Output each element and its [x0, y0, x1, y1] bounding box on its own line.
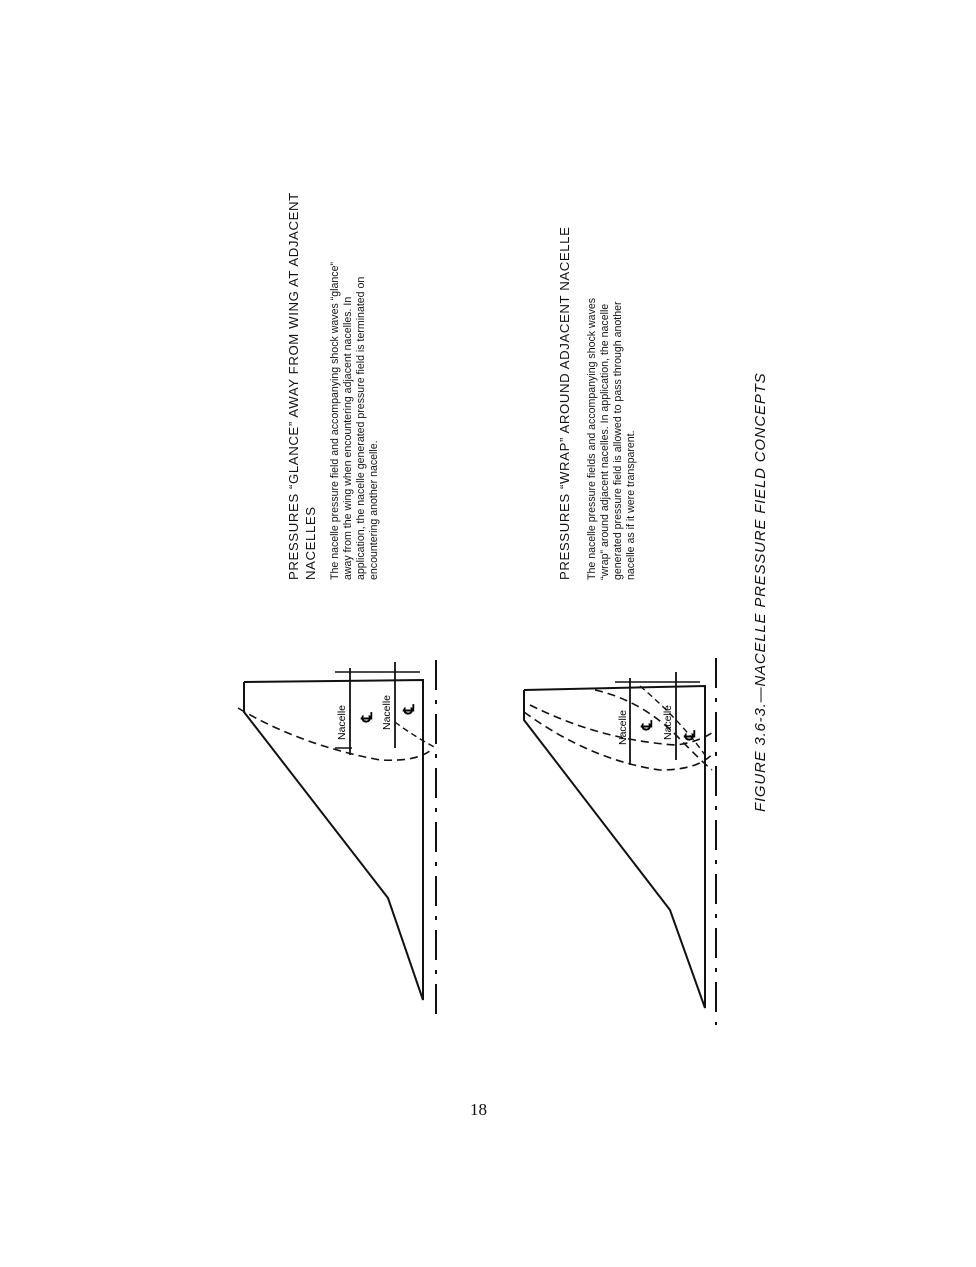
centerline-symbol-3: ℄ [639, 720, 656, 730]
section-2-body [586, 298, 638, 580]
section-2-body-line-4: nacelle as if it were transparent. [625, 430, 637, 580]
nacelle-label-4: Nacelle [662, 704, 674, 740]
section-2-body-line-1: The nacelle pressure fields and accompanying shock waves [586, 297, 598, 580]
nacelle-label-1: Nacelle [336, 704, 348, 740]
centerline-symbol-4: ℄ [682, 730, 699, 740]
centerline-symbol-2: ℄ [401, 704, 418, 714]
section-1-heading-line-1: PRESSURES “GLANCE” AWAY FROM WING AT ADJACENT [286, 192, 301, 580]
figure-caption: FIGURE 3.6-3.—NACELLE PRESSURE FIELD CONCEPTS [752, 372, 769, 812]
section-2-body-line-3: generated pressure field is allowed to pass through another [612, 301, 624, 580]
centerline-symbol-1: ℄ [359, 712, 376, 722]
nacelle-label-2: Nacelle [381, 694, 393, 730]
section-1-body-line-2: away from the wing when encountering adjacent nacelles. In [342, 296, 354, 580]
section-2-body-line-2: “wrap” around adjacent nacelles. In application, the nacelle [599, 303, 611, 580]
section-2-heading [556, 226, 573, 580]
section-1-body-line-1: The nacelle pressure field and accompanying shock waves “glance” [329, 262, 341, 580]
wing-planform-bottom [524, 686, 705, 1008]
nacelle-label-3: Nacelle [617, 709, 629, 745]
section-1-body-line-3: application, the nacelle generated pressure field is terminated on [355, 276, 367, 580]
section-2-heading-line-1: PRESSURES “WRAP” AROUND ADJACENT NACELLE [557, 226, 572, 580]
section-1-body [329, 262, 381, 580]
page-number: 18 [470, 1100, 487, 1119]
section-1-heading [285, 192, 319, 580]
section-1-body-line-4: encountering another nacelle. [368, 440, 380, 580]
section-1-heading-line-2: NACELLES [303, 506, 318, 580]
